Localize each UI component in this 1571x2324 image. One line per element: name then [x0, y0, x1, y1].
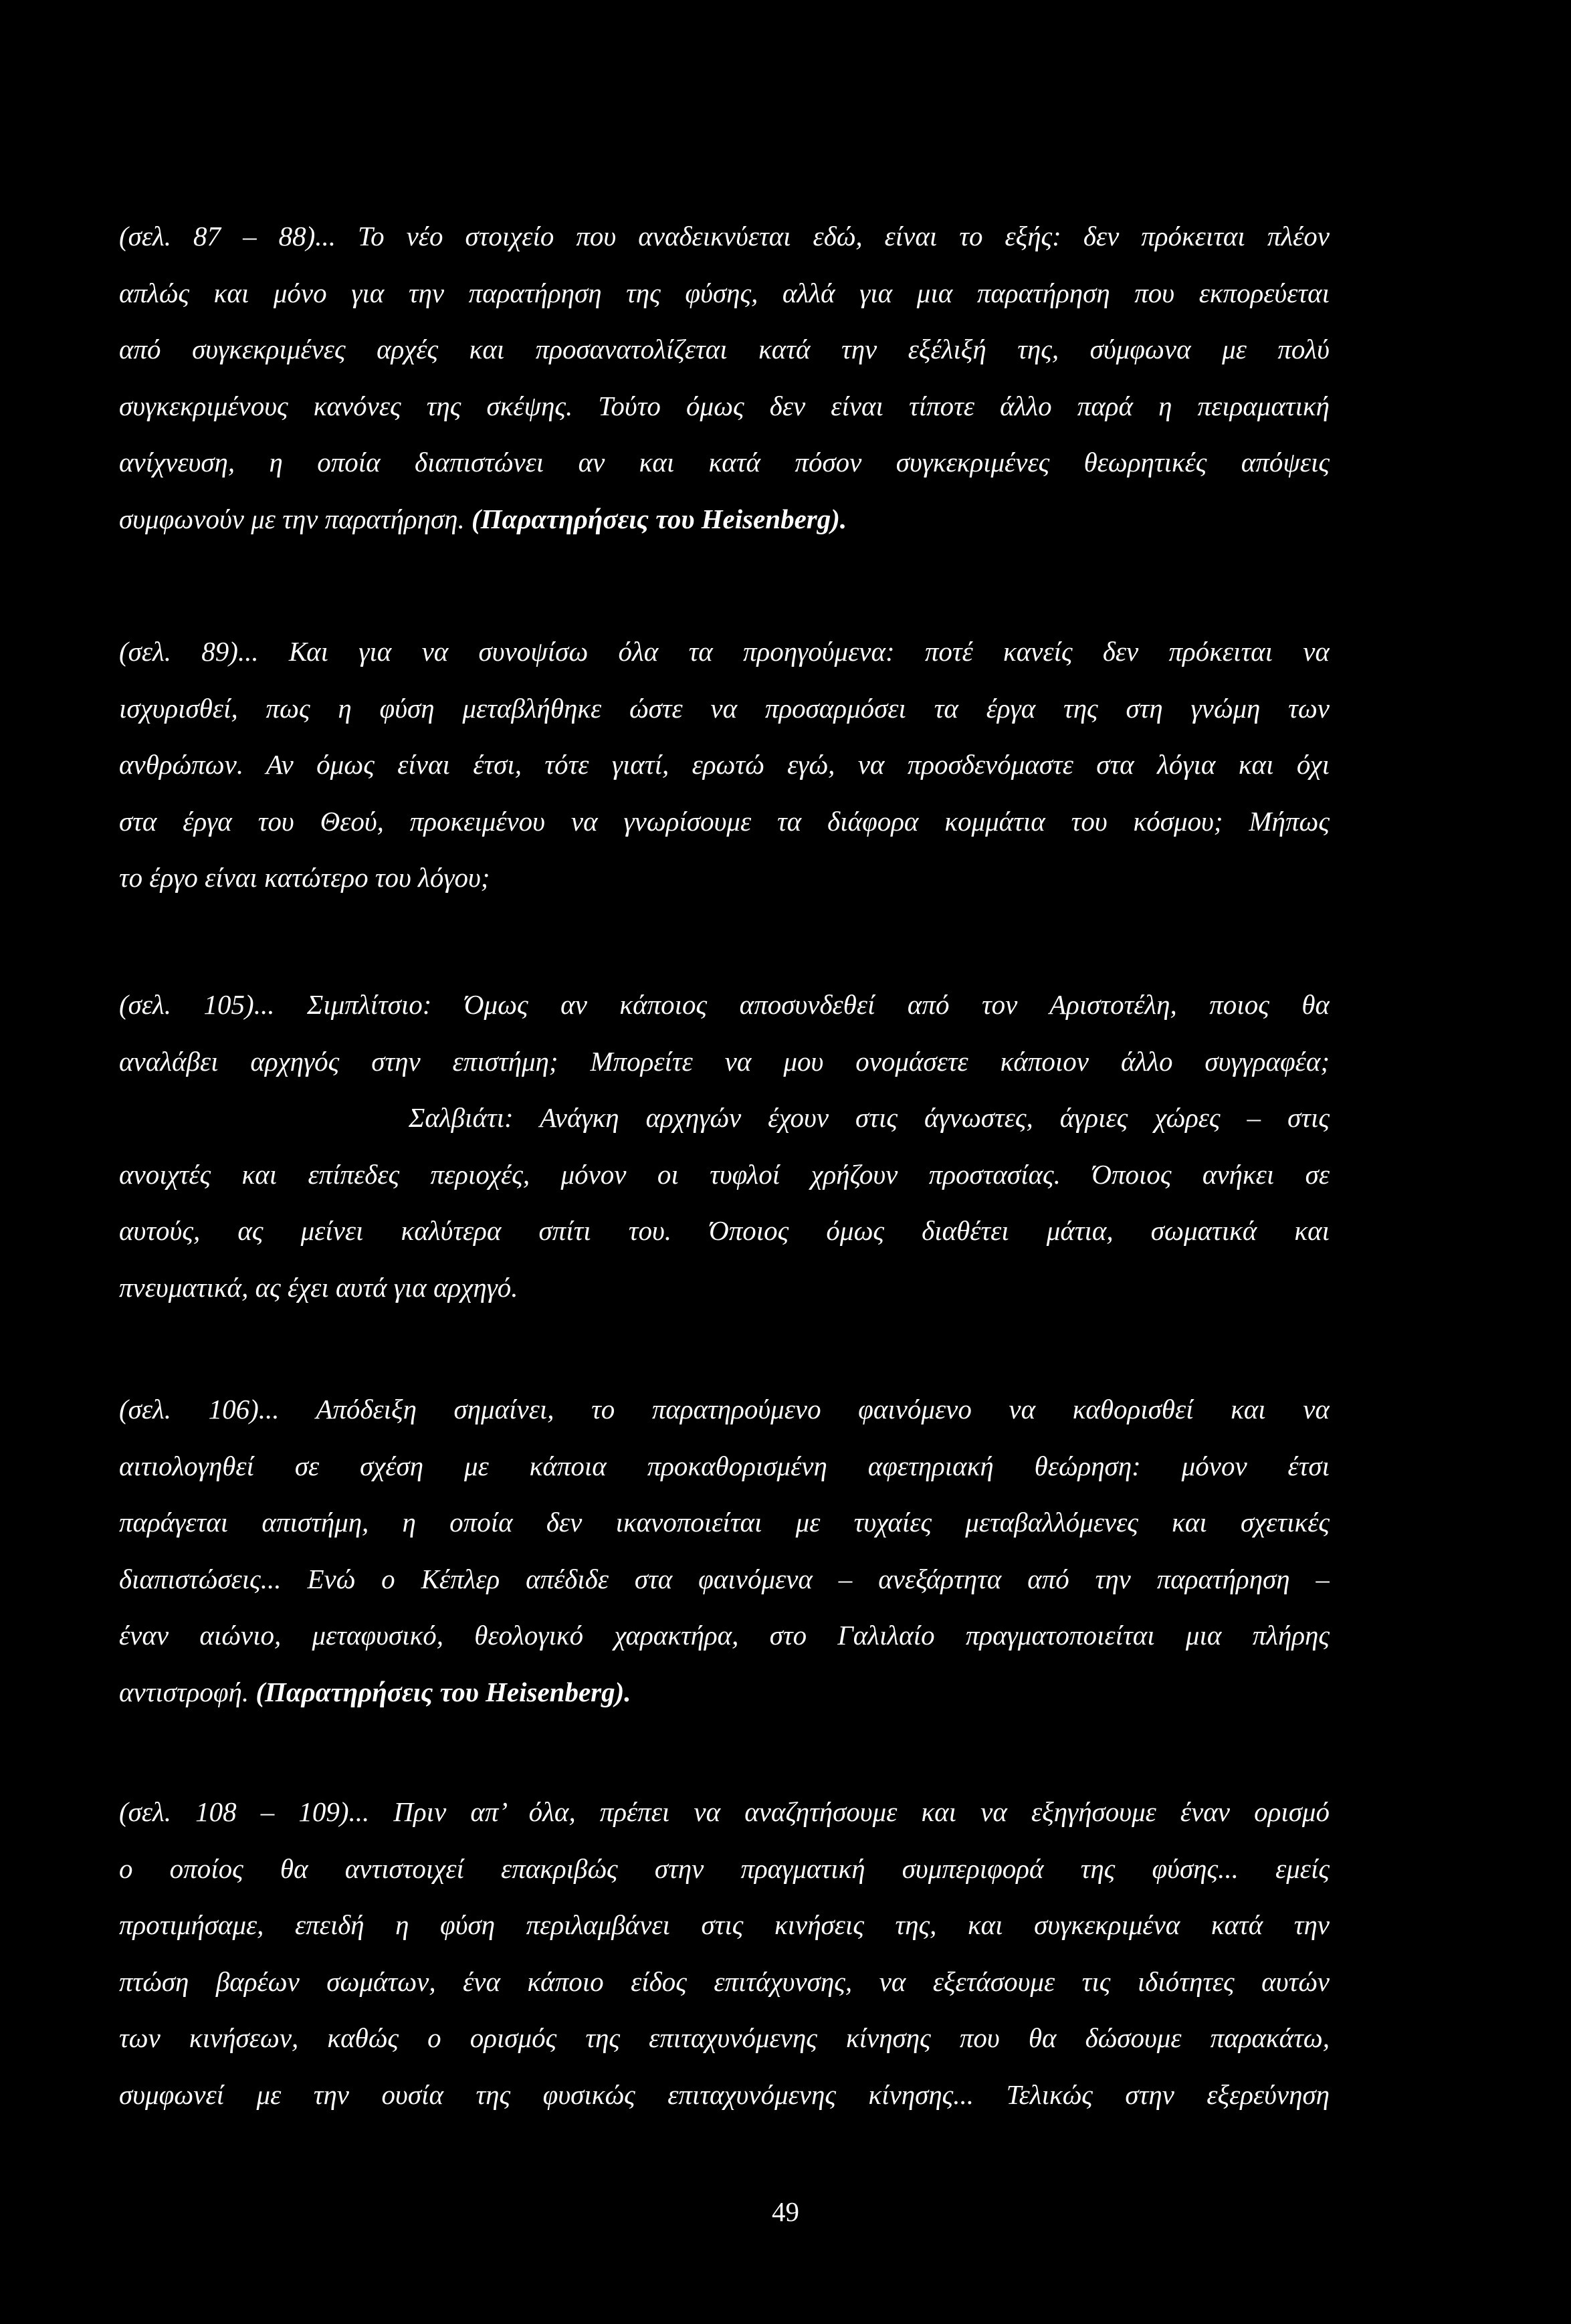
citation-heisenberg: (Παρατηρήσεις του Heisenberg). — [255, 1676, 631, 1707]
paragraph-line: από συγκεκριμένες αρχές και προσανατολίζεται κατά την εξέλιξή της, σύμφωνα με πολύ — [119, 334, 1330, 364]
paragraph-5 — [119, 1784, 1330, 2123]
paragraph-1 — [119, 208, 1330, 547]
line-text: συμφωνούν με την παρατήρηση. — [119, 503, 472, 534]
paragraph-line: των κινήσεων, καθώς ο ορισμός της επιταχυνόμενης κίνησης που θα δώσουμε παρακάτω, — [119, 2022, 1330, 2053]
paragraph-line: αυτούς, ας μείνει καλύτερα σπίτι του. Όποιος όμως διαθέτει μάτια, σωματικά και — [119, 1215, 1330, 1246]
paragraph-line: πτώση βαρέων σωμάτων, ένα κάποιο είδος επιτάχυνσης, να εξετάσουμε τις ιδιότητες αυτών — [119, 1966, 1330, 1997]
line-text: αντιστροφή. — [119, 1676, 256, 1707]
paragraph-line: ανοιχτές και επίπεδες περιοχές, μόνον οι τυφλοί χρήζουν προστασίας. Όποιος ανήκει σε — [119, 1158, 1330, 1190]
paragraph-line: (σελ. 108 – 109)... Πριν απ’ όλα, πρέπει να αναζητήσουμε και να εξηγήσουμε έναν ορισμό — [119, 1796, 1330, 1827]
paragraph-line: προτιμήσαμε, επειδή η φύση περιλαμβάνει στις κινήσεις της, και συγκεκριμένα κατά την — [119, 1909, 1330, 1940]
paragraph-line: ισχυρισθεί, πως η φύση μεταβλήθηκε ώστε να προσαρμόσει τα έργα της στη γνώμη των — [119, 692, 1330, 724]
paragraph-line: (σελ. 89)... Και για να συνοψίσω όλα τα προηγούμενα: ποτέ κανείς δεν πρόκειται να — [119, 636, 1330, 667]
paragraph-line-indented: Σαλβιάτι: Ανάγκη αρχηγών έχουν στις άγνωστες, άγριες χώρες – στις — [409, 1102, 1330, 1133]
paragraph-line: ανίχνευση, η οποία διαπιστώνει αν και κατά πόσον συγκεκριμένες θεωρητικές απόψεις — [119, 447, 1330, 478]
paragraph-line: συμφωνεί με την ουσία της φυσικώς επιταχυνόμενης κίνησης... Τελικώς στην εξερεύνηση — [119, 2079, 1330, 2110]
paragraph-line: το έργο είναι κατώτερο του λόγου; — [119, 862, 490, 893]
paragraph-line: αιτιολογηθεί σε σχέση με κάποια προκαθορισμένη αφετηριακή θεώρηση: μόνον έτσι — [119, 1450, 1330, 1481]
paragraph-line: (σελ. 105)... Σιμπλίτσιο: Όμως αν κάποιος αποσυνδεθεί από τον Αριστοτέλη, ποιος θα — [119, 989, 1330, 1020]
paragraph-line: στα έργα του Θεού, προκειμένου να γνωρίσουμε τα διάφορα κομμάτια του κόσμου; Μήπως — [119, 805, 1330, 837]
paragraph-line: (σελ. 106)... Απόδειξη σημαίνει, το παρατηρούμενο φαινόμενο να καθορισθεί και να — [119, 1394, 1330, 1424]
paragraph-line — [119, 1664, 1330, 1721]
paragraph-line: ανθρώπων. Αν όμως είναι έτσι, τότε γιατί, ερωτώ εγώ, να προσδενόμαστε στα λόγια και όχι — [119, 749, 1330, 780]
paragraph-4 — [119, 1381, 1330, 1720]
paragraph-3 — [119, 976, 1330, 1315]
page-number: 49 — [772, 2196, 799, 2227]
paragraph-line: συγκεκριμένους κανόνες της σκέψης. Τούτο όμως δεν είναι τίποτε άλλο παρά η πειραματική — [119, 390, 1330, 421]
paragraph-line: πνευματικά, ας έχει αυτά για αρχηγό. — [119, 1271, 518, 1303]
paragraph-line: απλώς και μόνο για την παρατήρηση της φύσης, αλλά για μια παρατήρηση που εκπορεύεται — [119, 277, 1330, 308]
paragraph-2 — [119, 623, 1330, 906]
paragraph-line: έναν αιώνιο, μεταφυσικό, θεολογικό χαρακτήρα, στο Γαλιλαίο πραγματοποιείται μια πλήρης — [119, 1620, 1330, 1651]
paragraph-line: ο οποίος θα αντιστοιχεί επακριβώς στην πραγματική συμπεριφορά της φύσης... εμείς — [119, 1853, 1330, 1884]
paragraph-line: αναλάβει αρχηγός στην επιστήμη; Μπορείτε να μου ονομάσετε κάποιον άλλο συγγραφέα; — [119, 1045, 1330, 1077]
paragraph-line — [119, 491, 1330, 548]
citation-heisenberg: (Παρατηρήσεις του Heisenberg). — [472, 503, 847, 534]
paragraph-line: (σελ. 87 – 88)... Το νέο στοιχείο που αναδεικνύεται εδώ, είναι το εξής: δεν πρόκειται πλέον — [119, 221, 1330, 251]
paragraph-line: παράγεται απιστήμη, η οποία δεν ικανοποιείται με τυχαίες μεταβαλλόμενες και σχετικές — [119, 1507, 1330, 1538]
paragraph-line: διαπιστώσεις... Ενώ ο Κέπλερ απέδιδε στα φαινόμενα – ανεξάρτητα από την παρατήρηση – — [119, 1563, 1330, 1594]
